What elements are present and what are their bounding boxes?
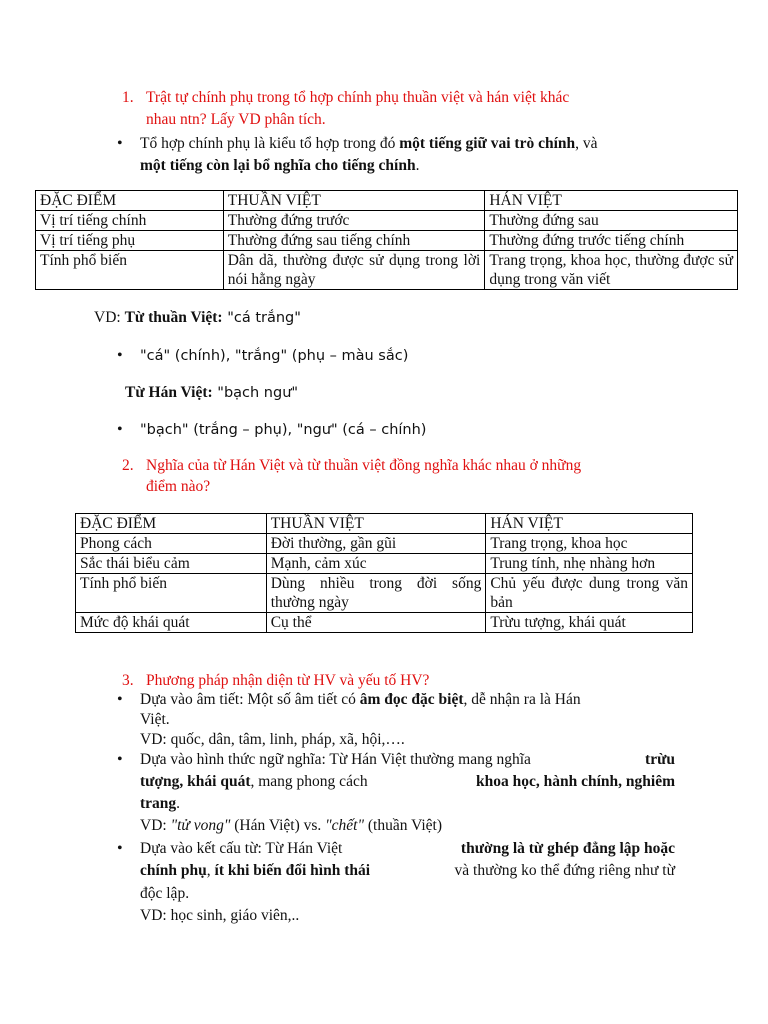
table-cell: Mức độ khái quát	[76, 613, 267, 633]
q2-number: 2.	[122, 457, 134, 474]
table-cell: Thường đứng sau	[485, 211, 738, 231]
q3-method-syllable-line1: Dựa vào âm tiết: Một số âm tiết có âm đọc đặc biệt, dễ nhận ra là Hán	[140, 691, 581, 708]
q1-heading	[122, 88, 682, 108]
q3-method-semantic-line3: trang.	[140, 795, 181, 812]
table-header-cell: HÁN VIỆT	[486, 514, 693, 534]
table-row	[76, 554, 693, 574]
table-row	[76, 534, 693, 554]
table-row	[36, 251, 738, 290]
q1-title-line1: Trật tự chính phụ trong tổ hợp chính phụ thuần việt và hán việt khác	[146, 89, 570, 106]
bullet-icon: •	[117, 840, 123, 857]
bullet-icon: •	[117, 691, 123, 708]
example-han-viet-analysis: "bạch" (trắng – phụ), "ngư" (cá – chính)	[140, 422, 427, 438]
q1-number: 1.	[122, 89, 134, 106]
table-cell: Chủ yếu được dung trong văn bản	[486, 574, 693, 613]
q3-method-semantic-line2: tượng, khái quát, mang phong cách khoa học, hành chính, nghiêm	[140, 773, 675, 790]
q3-method-structure-line2: chính phụ, ít khi biến đổi hình thái và thường ko thể đứng riêng như từ	[140, 862, 675, 879]
table-header-cell: HÁN VIỆT	[485, 191, 738, 211]
table-cell: Trừu tượng, khái quát	[486, 613, 693, 633]
table-cell: Tính phổ biến	[36, 251, 224, 290]
table-cell: Cụ thể	[266, 613, 486, 633]
bullet-icon: •	[117, 751, 123, 768]
table-cell: Vị trí tiếng phụ	[36, 231, 224, 251]
q3-method-syllable-line2: Việt.	[140, 711, 170, 728]
table-cell: Phong cách	[76, 534, 267, 554]
table-cell: Trung tính, nhẹ nhàng hơn	[486, 554, 693, 574]
q3-method-semantic-line1: Dựa vào hình thức ngữ nghĩa: Từ Hán Việt thường mang nghĩa trừu	[140, 751, 675, 768]
bullet-icon: •	[117, 347, 123, 364]
table-cell: Trang trọng, khoa học	[486, 534, 693, 554]
table-row	[36, 211, 738, 231]
table-cell: Sắc thái biểu cảm	[76, 554, 267, 574]
example-thuan-viet-analysis: "cá" (chính), "trắng" (phụ – màu sắc)	[140, 348, 409, 364]
table-row	[76, 613, 693, 633]
table-cell: Mạnh, cảm xúc	[266, 554, 486, 574]
q3-heading	[122, 671, 430, 691]
table-cell: Đời thường, gần gũi	[266, 534, 486, 554]
table-cell: Dùng nhiều trong đời sống thường ngày	[266, 574, 486, 613]
table-row	[76, 574, 693, 613]
table-cell: Tính phổ biến	[76, 574, 267, 613]
example-han-viet: Từ Hán Việt: "bạch ngư"	[125, 384, 299, 401]
q1-definition-line1: Tổ hợp chính phụ là kiểu tổ hợp trong đó một tiếng giữ vai trò chính, và	[140, 135, 598, 152]
bullet-icon: •	[117, 421, 123, 438]
table-cell: Thường đứng trước tiếng chính	[485, 231, 738, 251]
q3-method-syllable-example: VD: quốc, dân, tâm, linh, pháp, xã, hội,….	[140, 731, 405, 748]
q2-title-line2: điểm nào?	[146, 478, 211, 495]
table-header-row	[76, 514, 693, 534]
q3-number: 3.	[122, 672, 134, 689]
table-header-cell: THUẦN VIỆT	[266, 514, 486, 534]
table-cell: Trang trọng, khoa học, thường được sử dụng trong văn viết	[485, 251, 738, 290]
table-header-cell: THUẦN VIỆT	[223, 191, 485, 211]
bullet-icon: •	[117, 135, 123, 152]
q1-title-line2: nhau ntn? Lấy VD phân tích.	[146, 111, 326, 128]
q1-definition-line2: một tiếng còn lại bổ nghĩa cho tiếng chính.	[140, 157, 420, 174]
q2-title-line1: Nghĩa của từ Hán Việt và từ thuần việt đồng nghĩa khác nhau ở những	[146, 457, 582, 474]
q3-method-structure-line3: độc lập.	[140, 885, 190, 902]
table-cell: Vị trí tiếng chính	[36, 211, 224, 231]
table-row	[36, 231, 738, 251]
table-header-row	[36, 191, 738, 211]
table-cell: Dân dã, thường được sử dụng trong lời nói hằng ngày	[223, 251, 485, 290]
q3-method-structure-line1: Dựa vào kết cấu từ: Từ Hán Việt thường là từ ghép đẳng lập hoặc	[140, 840, 675, 857]
comparison-table-2	[75, 513, 693, 633]
table-header-cell: ĐẶC ĐIỂM	[36, 191, 224, 211]
table-cell: Thường đứng trước	[223, 211, 485, 231]
comparison-table-1	[35, 190, 738, 290]
q3-method-semantic-example: VD: "tử vong" (Hán Việt) vs. "chết" (thuần Việt)	[140, 817, 442, 834]
table-header-cell: ĐẶC ĐIỂM	[76, 514, 267, 534]
q3-method-structure-example: VD: học sinh, giáo viên,..	[140, 907, 300, 924]
example-thuan-viet: VD: Từ thuần Việt: "cá trắng"	[94, 309, 301, 326]
q3-title: Phương pháp nhận diện từ HV và yếu tố HV?	[146, 672, 430, 689]
q2-heading	[122, 456, 582, 476]
table-cell: Thường đứng sau tiếng chính	[223, 231, 485, 251]
